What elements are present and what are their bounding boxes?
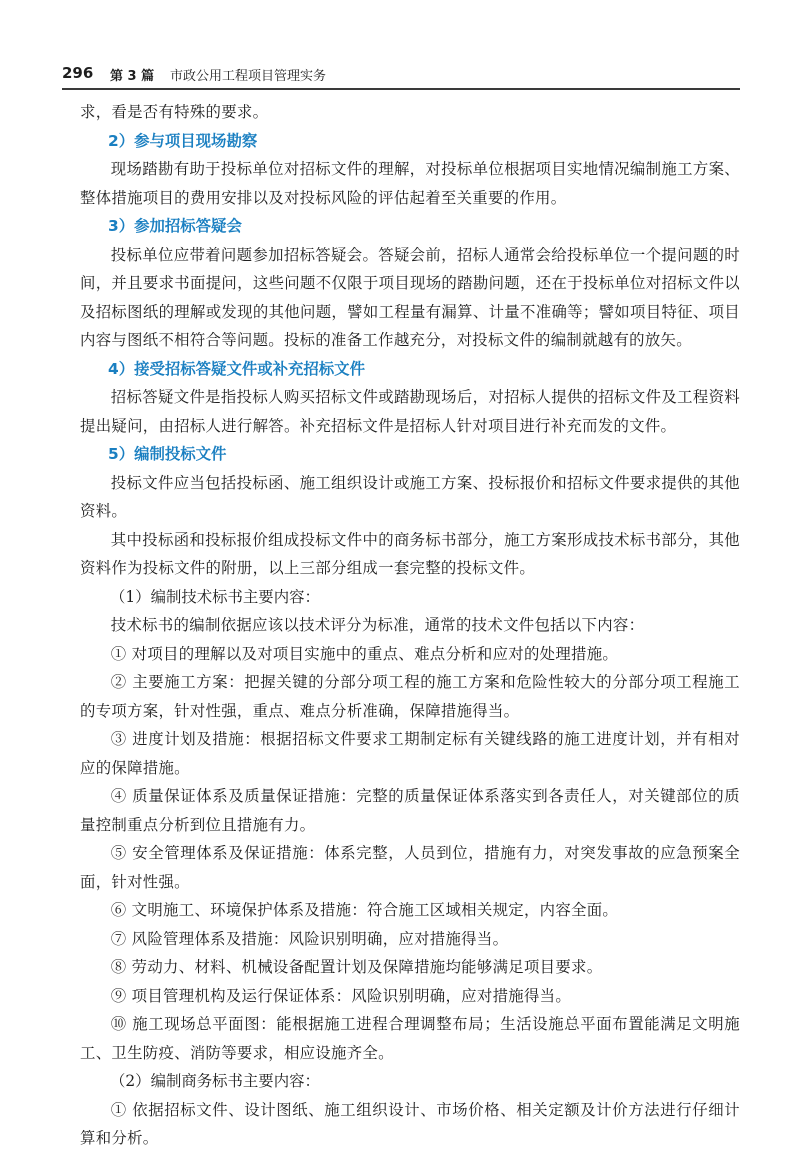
list-item: ② 主要施工方案：把握关键的分部分项工程的施工方案和危险性较大的分部分项工程施工的专项方案，针对性强，重点、难点分析准确，保障措施得当。 (80, 673, 740, 720)
subsection-heading: （2）编制商务标书主要内容： (110, 1072, 320, 1090)
list-item: ⑦ 风险管理体系及措施：风险识别明确，应对措施得当。 (110, 929, 509, 948)
list-item: ⑩ 施工现场总平面图：能根据施工进程合理调整布局；生活设施总平面布置能满足文明施工、卫生防疫、消防等要求，相应设施齐全。 (80, 1015, 740, 1062)
section-heading: 4）接受招标答疑文件或补充招标文件 (108, 359, 365, 378)
section-heading: 5）编制投标文件 (108, 445, 227, 463)
list-item: ① 对项目的理解以及对项目实施中的重点、难点分析和应对的处理措施。 (110, 644, 619, 663)
list-item: ⑨ 项目管理机构及运行保证体系：风险识别明确，应对措施得当。 (110, 986, 572, 1005)
paragraph: 投标单位应带着问题参加招标答疑会。答疑会前，招标人通常会给投标单位一个提问题的时间，并且要求书面提问，这些问题不仅限于项目现场的踏勘问题，还在于投标单位对招标文件以及招标图纸的理解或发现的其他问题，譬如工程量有漏算、计量不准确等；譬如项目特征、项目内容与图纸不相符合等问题。投标的准备工作越充分，对投标文件的编制就越有的放矢。 (80, 245, 740, 349)
paragraph: 技术标书的编制依据应该以技术评分为标准，通常的技术文件包括以下内容： (110, 616, 645, 634)
paragraph: 其中投标函和投标报价组成投标文件中的商务标书部分，施工方案形成技术标书部分，其他资料作为投标文件的附册，以上三部分组成一套完整的投标文件。 (80, 530, 740, 577)
list-item: ⑥ 文明施工、环境保护体系及措施：符合施工区域相关规定，内容全面。 (110, 901, 619, 919)
list-item: ③ 进度计划及措施：根据招标文件要求工期制定标有关键线路的施工进度计划，并有相对应的保障措施。 (80, 730, 740, 777)
paragraph: 现场踏勘有助于投标单位对招标文件的理解，对投标单位根据项目实地情况编制施工方案、整体措施项目的费用安排以及对投标风险的评估起着至关重要的作用。 (80, 160, 740, 207)
chapter-title: 市政公用工程项目管理实务 (170, 69, 327, 84)
section-heading: 3）参加招标答疑会 (108, 217, 242, 235)
paragraph: 投标文件应当包括投标函、施工组织设计或施工方案、投标报价和招标文件要求提供的其他资料。 (80, 473, 740, 520)
list-item: ④ 质量保证体系及质量保证措施：完整的质量保证体系落实到各责任人，对关键部位的质量控制重点分析到位且措施有力。 (80, 787, 740, 834)
list-item: ① 依据招标文件、设计图纸、施工组织设计、市场价格、相关定额及计价方法进行仔细计算和分析。 (80, 1100, 740, 1147)
chapter-label: 第 3 篇 (110, 69, 155, 84)
subsection-heading: （1）编制技术标书主要内容： (110, 587, 320, 606)
paragraph: 招标答疑文件是指投标人购买招标文件或踏勘现场后，对招标人提供的招标文件及工程资料提出疑问，由招标人进行解答。补充招标文件是招标人针对项目进行补充而发的文件。 (80, 388, 740, 435)
section-heading: 2）参与项目现场勘察 (108, 131, 258, 150)
page-number: 296 (62, 64, 94, 82)
page-header (62, 58, 740, 90)
paragraph: 求，看是否有特殊的要求。 (80, 103, 269, 121)
page-body (80, 98, 740, 1153)
list-item: ⑤ 安全管理体系及保证措施：体系完整，人员到位，措施有力，对突发事故的应急预案全面，针对性强。 (80, 844, 740, 891)
list-item: ⑧ 劳动力、材料、机械设备配置计划及保障措施均能够满足项目要求。 (110, 958, 603, 976)
